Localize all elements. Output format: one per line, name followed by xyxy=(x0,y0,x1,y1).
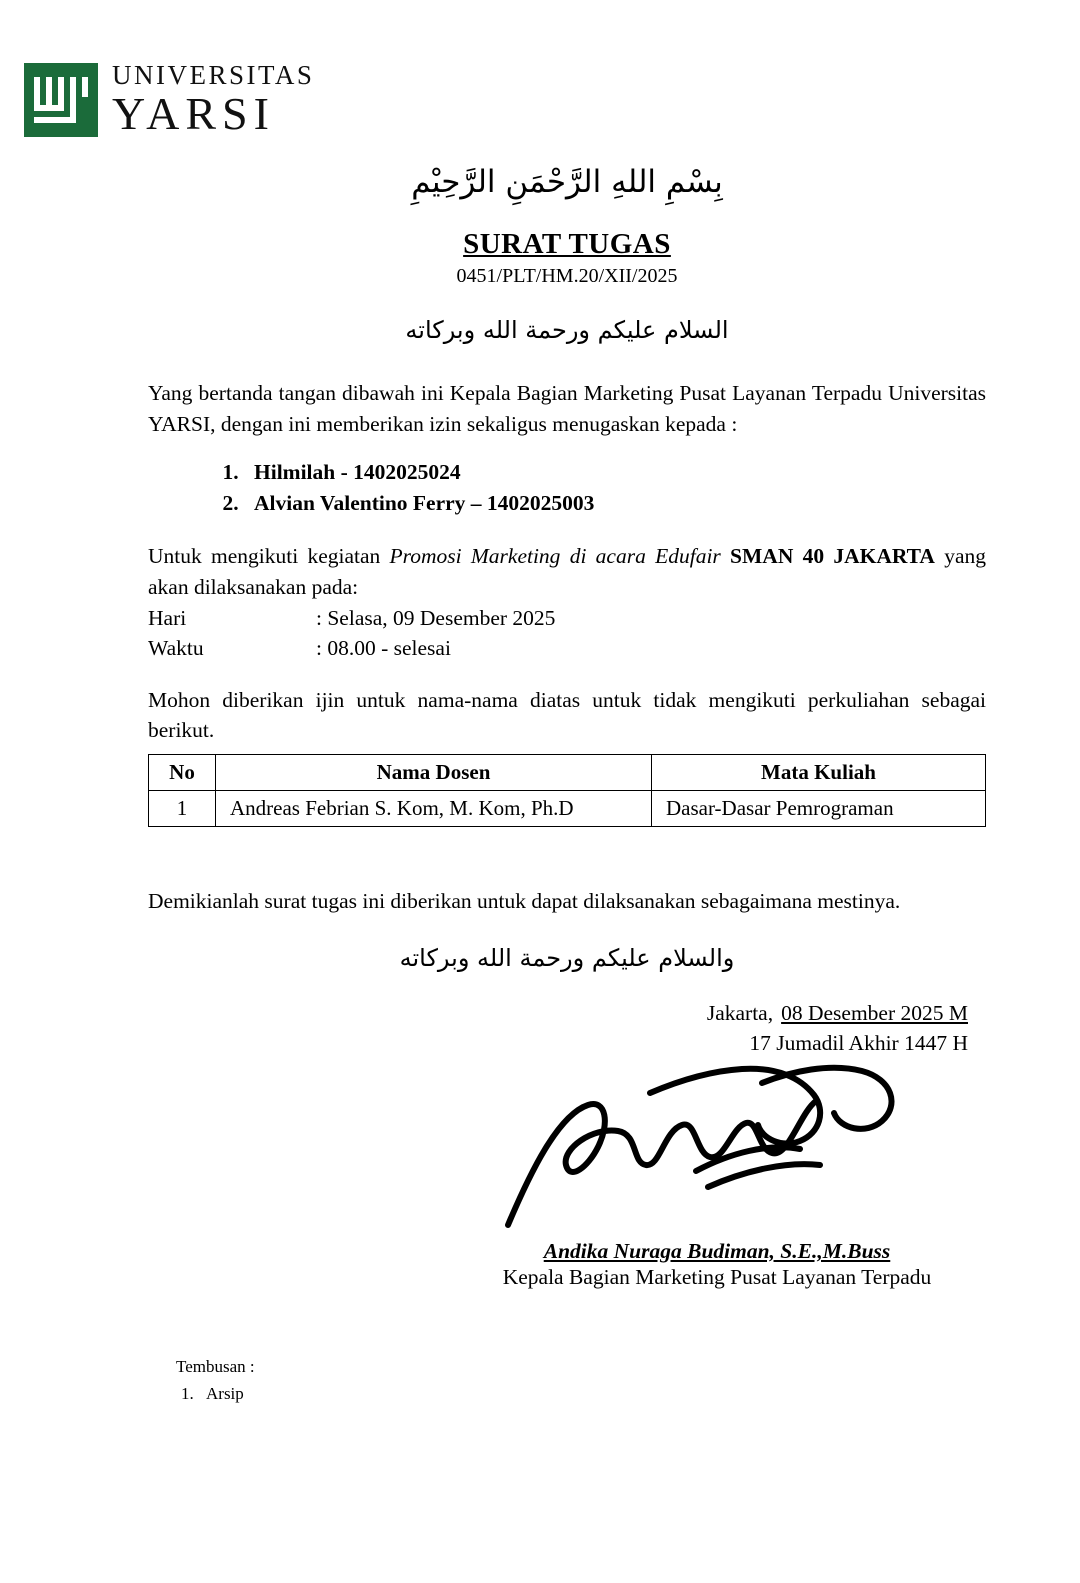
detail-label: Hari xyxy=(148,606,187,631)
detail-row xyxy=(148,634,986,663)
activity-suffix: yang akan dilaksanakan pada: xyxy=(148,544,987,599)
yarsi-logo-icon xyxy=(24,63,98,137)
page-title: SURAT TUGAS xyxy=(463,228,671,260)
letterhead-line2: YARSI xyxy=(112,88,275,139)
activity-prefix: Untuk mengikuti kegiatan xyxy=(148,544,390,569)
tembusan-label: Tembusan : xyxy=(176,1356,255,1376)
closing-paragraph: Demikianlah surat tugas ini diberikan untuk dapat dilaksanakan sebagaimana mestinya. xyxy=(148,888,901,913)
column-header-no: No xyxy=(149,754,216,790)
detail-value: : Selasa, 09 Desember 2025 xyxy=(316,606,556,631)
list-item: 2. Alvian Valentino Ferry – 1402025003 xyxy=(244,488,986,519)
activity-paragraph xyxy=(148,541,986,602)
column-header-dosen: Nama Dosen xyxy=(216,754,652,790)
document-number: 0451/PLT/HM.20/XII/2025 xyxy=(456,265,678,287)
signer-name: Andika Nuraga Budiman, S.E.,M.Buss xyxy=(543,1238,891,1263)
letterhead xyxy=(24,62,314,137)
list-item: 1. Hilmilah - 1402025024 xyxy=(244,457,986,488)
intro-paragraph: Yang bertanda tangan dibawah ini Kepala Bagian Marketing Pusat Layanan Terpadu Universitas YARSI, dengan ini memberikan izin sekaligus menugaskan kepada : xyxy=(148,381,986,436)
note-paragraph: Mohon diberikan ijin untuk nama-nama diatas untuk tidak mengikuti perkuliahan sebagai berikut. xyxy=(148,687,986,743)
document-body xyxy=(148,160,986,1407)
salam-closing: والسلام عليكم ورحمة الله وبركاته xyxy=(399,943,735,972)
letterhead-wordmark xyxy=(112,62,314,137)
tembusan-list xyxy=(176,1381,986,1407)
signature-area xyxy=(148,1059,986,1239)
detail-value: : 08.00 - selesai xyxy=(316,635,451,660)
activity-location: SMAN 40 JAKARTA xyxy=(720,544,935,569)
signer-title: Kepala Bagian Marketing Pusat Layanan Terpadu xyxy=(502,1264,932,1289)
column-header-matakuliah: Mata Kuliah xyxy=(652,754,986,790)
detail-label: Waktu xyxy=(148,635,204,660)
assignee-list xyxy=(148,457,986,519)
courses-table xyxy=(148,754,986,827)
signer-block xyxy=(148,1239,986,1290)
date-hijri: 17 Jumadil Akhir 1447 H xyxy=(749,1031,968,1056)
table-header-row xyxy=(149,754,986,790)
place-date-block xyxy=(148,998,986,1059)
letterhead-line1: UNIVERSITAS xyxy=(112,60,315,90)
tembusan-block xyxy=(148,1354,986,1407)
salam-opening: السلام عليكم ورحمة الله وبركاته xyxy=(405,316,729,344)
basmalah-text: بِسْمِ اللهِ الرَّحْمَنِ الرَّحِيْمِ xyxy=(411,164,723,200)
date-gregorian: 08 Desember 2025 M xyxy=(781,1000,968,1025)
cell-matakuliah: Dasar-Dasar Pemrograman xyxy=(652,790,986,826)
table-row xyxy=(149,790,986,826)
cell-no: 1 xyxy=(149,790,216,826)
cell-dosen: Andreas Febrian S. Kom, M. Kom, Ph.D xyxy=(216,790,652,826)
place-text: Jakarta, xyxy=(706,1000,774,1025)
detail-row xyxy=(148,604,986,633)
handwritten-signature-icon xyxy=(500,1053,920,1238)
list-item: 1. Arsip xyxy=(198,1381,986,1407)
activity-name: Promosi Marketing di acara Edufair xyxy=(389,544,721,569)
